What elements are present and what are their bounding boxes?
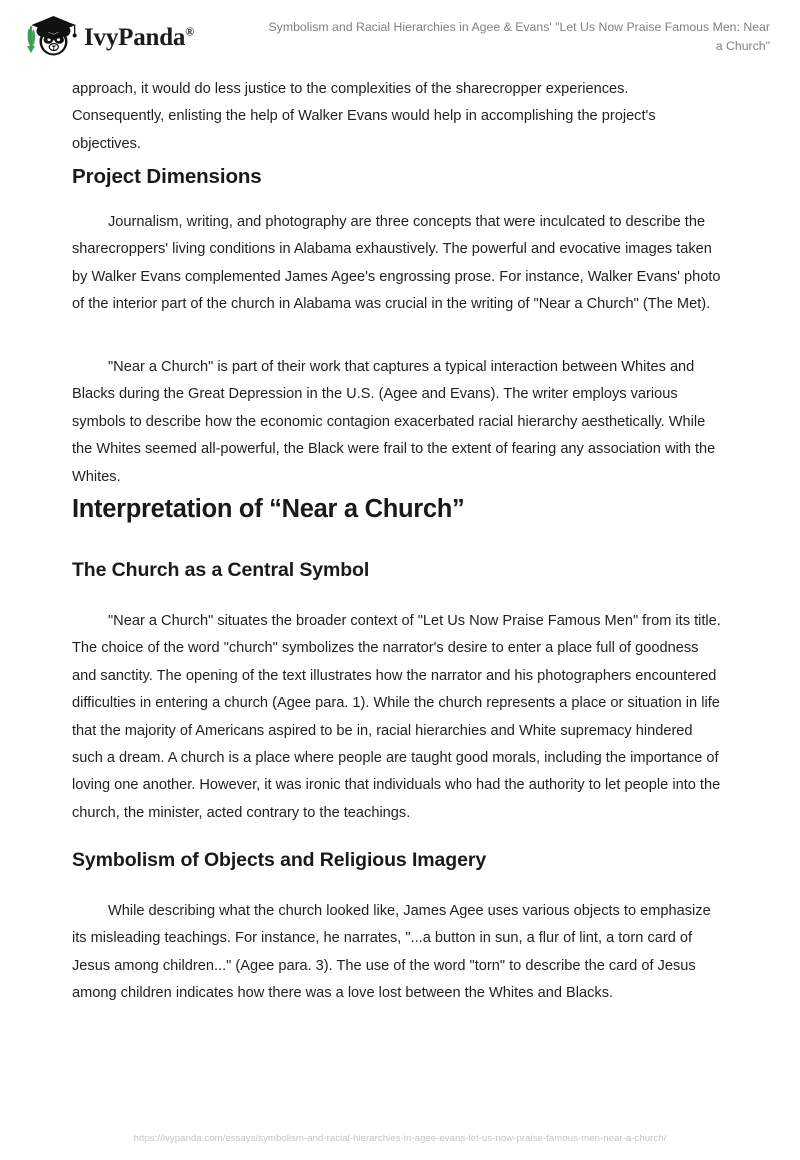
panda-graduation-cap-logo-icon <box>22 13 78 59</box>
heading-church-central-symbol: The Church as a Central Symbol <box>72 559 370 581</box>
header-document-title: Symbolism and Racial Hierarchies in Agee & Evans' "Let Us Now Praise Famous Men: Near a Church" <box>268 20 770 53</box>
paragraph-church-central-symbol: "Near a Church" situates the broader context of "Let Us Now Praise Famous Men" from its title. The choice of the word "church" symbolizes the narrator's desire to enter a place full of goodness and sanctity. The opening of the text illustrates how the narrator and his photographers encountered difficulties in entering a church (Agee para. 1). While the church represents a place or situation in life that the majority of Americans aspired to be in, racial hierarchies and White supremacy hindered such a dream. A church is a place where people are taught good morals, including the importance of loving one another. However, it was ironic that individuals who had the authority to let people into the church, the minister, acted contrary to the teachings. <box>72 613 721 821</box>
registered-mark: ® <box>185 24 194 39</box>
brand-logo[interactable] <box>22 12 222 60</box>
paragraph-continuation: approach, it would do less justice to the complexities of the sharecropper experiences. Consequently, enlisting the help of Walker Evans would help in accomplishing the project's objectives. <box>72 81 656 152</box>
heading-project-dimensions: Project Dimensions <box>72 165 262 188</box>
source-url-link[interactable]: https://ivypanda.com/essays/symbolism-and-racial-hierarchies-in-agee-evans-let-us-now-praise-famous-men-near-a-church/ <box>133 1133 667 1144</box>
heading-symbolism-objects: Symbolism of Objects and Religious Imagery <box>72 849 487 871</box>
brand-name-text: IvyPanda <box>84 23 186 51</box>
paragraph-near-a-church-context: "Near a Church" is part of their work that captures a typical interaction between Whites and Blacks during the Great Depression in the U.S. (Agee and Evans). The writer employs various symbols to describe how the economic contagion exacerbated racial hierarchy aesthetically. While the Whites seemed all-powerful, the Black were frail to the extent of fearing any association with the Whites. <box>72 359 716 485</box>
paragraph-symbolism-objects: While describing what the church looked like, James Agee uses various objects to emphasize its misleading teachings. For instance, he narrates, "...a button in sun, a flur of lint, a torn card of Jesus among children..." (Agee para. 3). The use of the word "torn" to describe the card of Jesus among children indicates how there was a love lost between the Whites and Blacks. <box>72 903 711 1002</box>
brand-name <box>84 25 194 50</box>
heading-interpretation: Interpretation of “Near a Church” <box>72 495 465 523</box>
paragraph-project-dimensions: Journalism, writing, and photography are three concepts that were inculcated to describe the sharecroppers' living conditions in Alabama exhaustively. The powerful and evocative images taken by Walker Evans complemented James Agee's engrossing prose. For instance, Walker Evans' photo of the interior part of the church in Alabama was crucial in the writing of "Near a Church" (The Met). <box>72 214 721 313</box>
page-footer <box>0 1128 800 1146</box>
page-header <box>0 0 800 66</box>
